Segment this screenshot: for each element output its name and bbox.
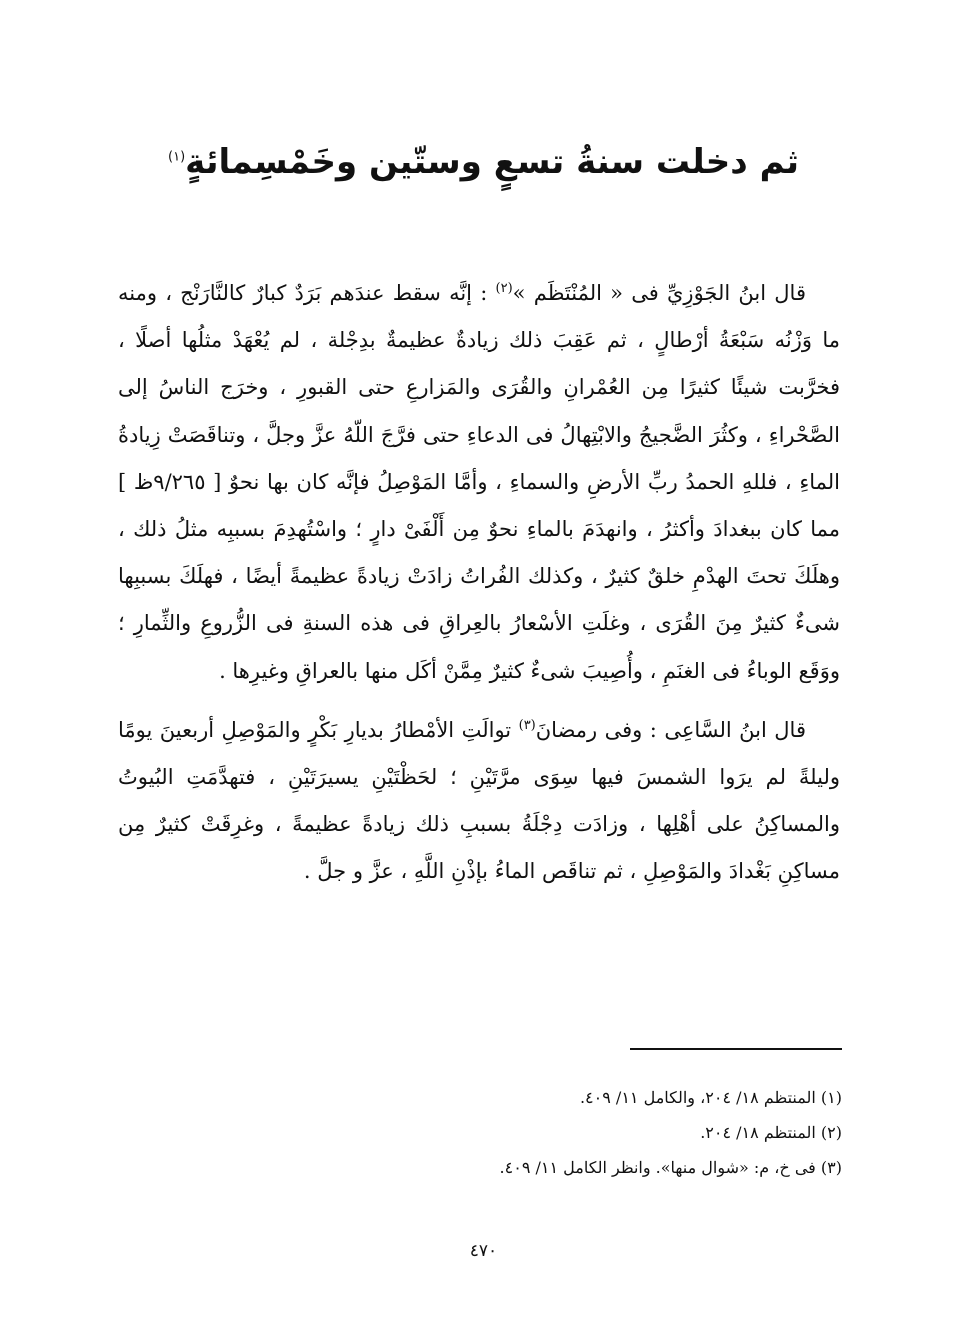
paragraph-1-intro: قال ابنُ الجَوْزِيِّ فى « المُنْتَظَم »	[512, 281, 806, 305]
paragraph-2-intro: قال ابنُ السَّاعِى : وفى رمضانَ	[535, 717, 806, 742]
footnotes	[342, 1080, 842, 1185]
paragraph-2-text: توالَتِ الأمْطارُ بديارِ بَكْرٍ والمَوْصِلِ أربعينَ يومًا وليلةً لم يرَوا الشمسَ فيها سِوَى مرَّتَيْنِ ؛ لحَظْتَيْنِ يسيرَتَيْنِ ، فتهدَّمَتِ البُيوتُ والمساكِنُ على أهْلِها ، وزادَت دِجْلَةُ بسببِ ذلك زيادةً عظيمةً ، وغرِقَتْ كثيرٌ مِن مساكِنِ بَغْدادَ والمَوْصِلِ ، ثم تناقَص الماءُ بإذْنِ اللَّهِ ، عزَّ و جلَّ .	[118, 717, 840, 884]
footnote-3: (٣) فى خ، م: «شوال منها». وانظر الكامل ١١/ ٤٠٩.	[499, 1158, 842, 1177]
footnote-ref-2: (٢)	[495, 281, 513, 296]
paragraph-ibn-al-saai	[118, 707, 840, 896]
footnote-separator	[630, 1048, 842, 1050]
page-number: ٤٧٠	[469, 1241, 498, 1261]
title-footnote-ref: (١)	[168, 149, 186, 165]
paragraph-1-text: : إنَّه سقط عندَهم بَرَدٌ كبارٌ كالنَّارَنْج ، ومنه ما وَزْنُه سَبْعَةُ أرْطالٍ ، ثم عَقِبَ ذلك زيادةٌ عظيمةٌ بدِجْلة ، لم يُعْهَدْ مثلُها أصلًا ، فخرَّبت شيئًا كثيرًا مِن العُمْرانِ والقُرَى والمَزارعِ حتى القبورِ ، وخرَج الناسُ إلى الصَّحْراءِ ، وكثُرَ الضَّجيجُ والابْتِهالُ فى الدعاءِ حتى فرَّجَ اللّهُ عزَّ وجلَّ ، وتناقَصَتْ زِيادةُ الماءِ ، فللهِ الحمدُ ربِّ الأرضِ والسماءِ ، وأمَّا المَوْصِلُ فإنَّه كان بها نحوٌ [ ٩/٢٦٥ظ ] مما كان ببغدادَ وأكثرُ ، وانهدَمَ بالماءِ نحوٌ مِن أَلْفَىْ دارٍ ؛ واسْتُهدِمَ بسببِه مثلُ ذلك ، وهلَكَ تحتَ الهدْمِ خلقٌ كثيرٌ ، وكذلك الفُراتُ زادَتْ زيادةً عظيمةً أيضًا ، فهلَكَ بسببِها شىءٌ كثيرٌ مِنَ القُرَى ، وغلَتِ الأسْعارُ بالعِراقِ فى هذه السنةِ فى الزُّروعِ والثِّمارِ ؛ ووَقَع الوباءُ فى الغنَمِ ، وأُصِيبَ شىءٌ كثيرٌ مِمَّنْ أكَل منها بالعراقِ وغيرِها .	[118, 281, 841, 683]
footnote-1: (١) المنتظم ١٨/ ٢٠٤، والكامل ١١/ ٤٠٩.	[579, 1088, 842, 1107]
main-text	[118, 270, 840, 896]
footnote-ref-3: (٣)	[518, 717, 536, 733]
chapter-title-text: ثم دخلت سنةُ تسعٍ وستّين وخَمْسِمائةٍ	[185, 142, 799, 182]
footnote-2: (٢) المنتظم ١٨/ ٢٠٤.	[700, 1123, 842, 1142]
paragraph-ibn-al-jawzi	[118, 270, 840, 695]
chapter-title	[120, 140, 847, 184]
